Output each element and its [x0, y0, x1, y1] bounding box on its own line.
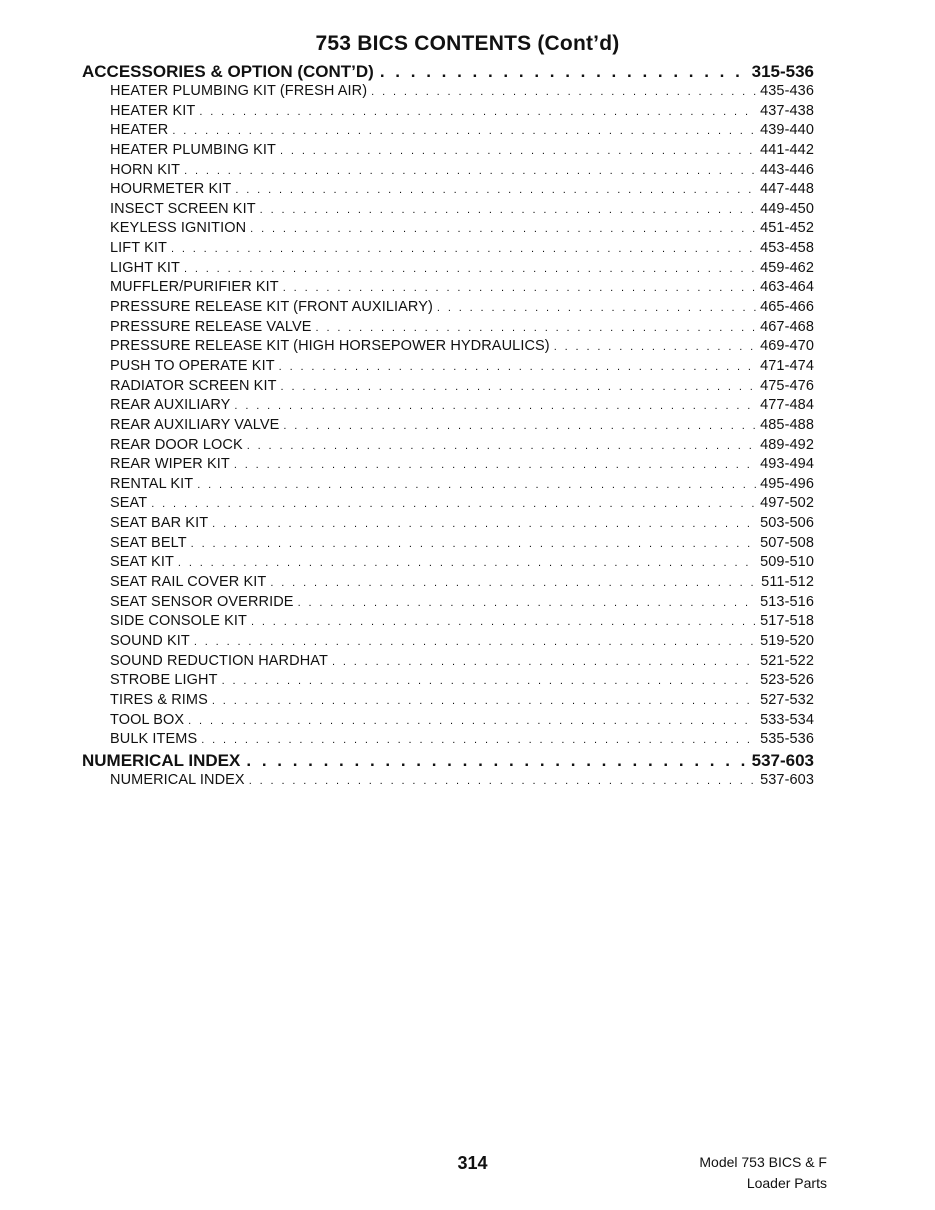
dot-leader: [197, 479, 756, 491]
entry-pages: 459-462: [760, 259, 814, 276]
entry-label: MUFFLER/PURIFIER KIT: [110, 279, 279, 296]
section-label: NUMERICAL INDEX: [82, 750, 241, 770]
entry-pages: 537-603: [760, 771, 814, 788]
toc-entry[interactable]: [110, 535, 814, 555]
entry-label: SEAT: [110, 495, 148, 512]
entry-label: LIGHT KIT: [110, 259, 180, 276]
toc-entry[interactable]: [110, 319, 814, 339]
dot-leader: [298, 597, 757, 609]
toc-entry[interactable]: [110, 201, 814, 221]
dot-leader: [235, 184, 756, 196]
toc-entry[interactable]: [110, 456, 814, 476]
entry-label: LIFT KIT: [110, 240, 167, 257]
entry-label: INSECT SCREEN KIT: [110, 200, 256, 217]
toc-entry[interactable]: [110, 554, 814, 574]
toc-entry[interactable]: [110, 594, 814, 614]
entry-pages: 477-484: [760, 397, 814, 414]
entry-label: BULK ITEMS: [110, 731, 198, 748]
footer-model-info: [699, 1152, 827, 1194]
toc-entry[interactable]: [110, 495, 814, 515]
dot-leader: [191, 538, 756, 550]
entry-pages: 521-522: [760, 652, 814, 669]
entry-pages: 523-526: [760, 672, 814, 689]
dot-leader: [280, 145, 756, 157]
dot-leader: [316, 322, 757, 334]
dot-leader: [283, 420, 756, 432]
entry-pages: 467-468: [760, 318, 814, 335]
entry-pages: 465-466: [760, 299, 814, 316]
entry-label: RADIATOR SCREEN KIT: [110, 377, 277, 394]
entry-pages: 519-520: [760, 632, 814, 649]
entry-pages: 471-474: [760, 357, 814, 374]
toc-entry[interactable]: [110, 633, 814, 653]
entry-pages: 485-488: [760, 416, 814, 433]
entry-pages: 497-502: [760, 495, 814, 512]
toc-entry[interactable]: [110, 476, 814, 496]
entry-label: SEAT KIT: [110, 554, 174, 571]
section-label: ACCESSORIES & OPTION (CONT’D): [82, 62, 374, 81]
toc-entry-list: [82, 83, 814, 751]
toc-entry-list: [82, 772, 814, 792]
toc-entry[interactable]: [110, 299, 814, 319]
toc-entry[interactable]: [110, 574, 814, 594]
toc-entry[interactable]: [110, 672, 814, 692]
dot-leader: [178, 557, 756, 569]
entry-label: REAR AUXILIARY VALVE: [110, 416, 280, 433]
toc-entry[interactable]: [110, 417, 814, 437]
toc-entry[interactable]: [110, 279, 814, 299]
entry-pages: 443-446: [760, 161, 814, 178]
dot-leader: [281, 381, 757, 393]
dot-leader: [201, 734, 756, 746]
section-pages: 537-603: [751, 750, 814, 770]
entry-label: KEYLESS IGNITION: [110, 220, 247, 237]
toc-entry[interactable]: [110, 122, 814, 142]
dot-leader: [234, 459, 756, 471]
entry-label: TIRES & RIMS: [110, 691, 208, 708]
toc-entry[interactable]: [110, 83, 814, 103]
entry-label: NUMERICAL INDEX: [110, 771, 245, 788]
toc-entry[interactable]: [110, 378, 814, 398]
entry-pages: 447-448: [760, 181, 814, 198]
entry-pages: 503-506: [760, 515, 814, 532]
toc-entry[interactable]: [110, 731, 814, 751]
dot-leader: [246, 751, 745, 771]
entry-label: PRESSURE RELEASE KIT (HIGH HORSEPOWER HYDRAULICS): [110, 338, 550, 355]
toc-entry[interactable]: [110, 712, 814, 732]
entry-pages: 437-438: [760, 102, 814, 119]
entry-pages: 449-450: [760, 200, 814, 217]
toc-section-heading[interactable]: [82, 751, 814, 772]
dot-leader: [172, 125, 756, 137]
entry-pages: 453-458: [760, 240, 814, 257]
toc-entry[interactable]: [110, 613, 814, 633]
toc-entry[interactable]: [110, 515, 814, 535]
toc-entry[interactable]: [110, 437, 814, 457]
toc-entry[interactable]: [110, 358, 814, 378]
dot-leader: [234, 400, 756, 412]
entry-pages: 495-496: [760, 475, 814, 492]
entry-pages: 451-452: [760, 220, 814, 237]
dot-leader: [199, 106, 756, 118]
dot-leader: [251, 616, 756, 628]
toc-entry[interactable]: [110, 142, 814, 162]
entry-label: PRESSURE RELEASE VALVE: [110, 318, 312, 335]
dot-leader: [184, 263, 756, 275]
page-number: 314: [457, 1153, 488, 1173]
entry-pages: 475-476: [760, 377, 814, 394]
entry-pages: 513-516: [760, 593, 814, 610]
entry-label: RENTAL KIT: [110, 475, 194, 492]
entry-label: SOUND KIT: [110, 632, 190, 649]
entry-label: HEATER PLUMBING KIT: [110, 141, 276, 158]
dot-leader: [250, 223, 756, 235]
entry-label: SEAT RAIL COVER KIT: [110, 574, 267, 591]
footer-model-line: Model 753 BICS & F: [699, 1154, 827, 1170]
dot-leader: [270, 577, 757, 589]
entry-pages: 439-440: [760, 122, 814, 139]
dot-leader: [437, 302, 756, 314]
page-title: 753 BICS CONTENTS (Cont’d): [315, 32, 620, 55]
entry-label: PRESSURE RELEASE KIT (FRONT AUXILIARY): [110, 299, 433, 316]
entry-pages: 535-536: [760, 731, 814, 748]
toc-entry[interactable]: [110, 397, 814, 417]
entry-label: SEAT BELT: [110, 534, 187, 551]
toc-entry[interactable]: [110, 103, 814, 123]
dot-leader: [171, 243, 756, 255]
dot-leader: [554, 341, 756, 353]
toc-entry[interactable]: [110, 338, 814, 358]
footer-model-line: Loader Parts: [746, 1175, 827, 1191]
entry-label: HORN KIT: [110, 161, 181, 178]
entry-pages: 493-494: [760, 456, 814, 473]
dot-leader: [151, 498, 756, 510]
toc-entry[interactable]: [110, 260, 814, 280]
dot-leader: [249, 775, 756, 787]
entry-label: STROBE LIGHT: [110, 672, 218, 689]
dot-leader: [222, 675, 757, 687]
entry-pages: 489-492: [760, 436, 814, 453]
toc-entry[interactable]: [110, 692, 814, 712]
entry-label: HOURMETER KIT: [110, 181, 232, 198]
dot-leader: [188, 715, 756, 727]
entry-label: HEATER PLUMBING KIT (FRESH AIR): [110, 83, 368, 99]
entry-pages: 435-436: [760, 83, 814, 99]
dot-leader: [247, 440, 756, 452]
entry-pages: 511-512: [761, 574, 814, 591]
dot-leader: [212, 695, 756, 707]
toc-section-heading[interactable]: [82, 62, 814, 83]
entry-pages: 509-510: [760, 554, 814, 571]
entry-label: HEATER: [110, 122, 169, 139]
dot-leader: [184, 165, 756, 177]
entry-label: SEAT SENSOR OVERRIDE: [110, 593, 294, 610]
entry-label: TOOL BOX: [110, 711, 185, 728]
dot-leader: [283, 282, 756, 294]
toc-entry[interactable]: [110, 240, 814, 260]
dot-leader: [260, 204, 756, 216]
dot-leader: [332, 656, 756, 668]
entry-label: SEAT BAR KIT: [110, 515, 209, 532]
entry-label: HEATER KIT: [110, 102, 196, 119]
entry-pages: 469-470: [760, 338, 814, 355]
entry-pages: 463-464: [760, 279, 814, 296]
entry-pages: 441-442: [760, 141, 814, 158]
entry-label: PUSH TO OPERATE KIT: [110, 357, 275, 374]
entry-label: SIDE CONSOLE KIT: [110, 613, 247, 630]
dot-leader: [371, 86, 756, 98]
toc-entry[interactable]: [110, 220, 814, 240]
toc-entry[interactable]: [110, 162, 814, 182]
entry-label: REAR DOOR LOCK: [110, 436, 243, 453]
entry-label: SOUND REDUCTION HARDHAT: [110, 652, 328, 669]
entry-pages: 533-534: [760, 711, 814, 728]
dot-leader: [279, 361, 756, 373]
section-pages: 315-536: [751, 62, 814, 81]
dot-leader: [212, 518, 756, 530]
entry-label: REAR AUXILIARY: [110, 397, 231, 414]
entry-label: REAR WIPER KIT: [110, 456, 230, 473]
toc-entry[interactable]: [110, 772, 814, 792]
entry-pages: 507-508: [760, 534, 814, 551]
entry-pages: 527-532: [760, 691, 814, 708]
dot-leader: [380, 62, 746, 82]
toc-entry[interactable]: [110, 653, 814, 673]
dot-leader: [194, 636, 756, 648]
toc-entry[interactable]: [110, 181, 814, 201]
entry-pages: 517-518: [760, 613, 814, 630]
table-of-contents: [82, 62, 814, 791]
